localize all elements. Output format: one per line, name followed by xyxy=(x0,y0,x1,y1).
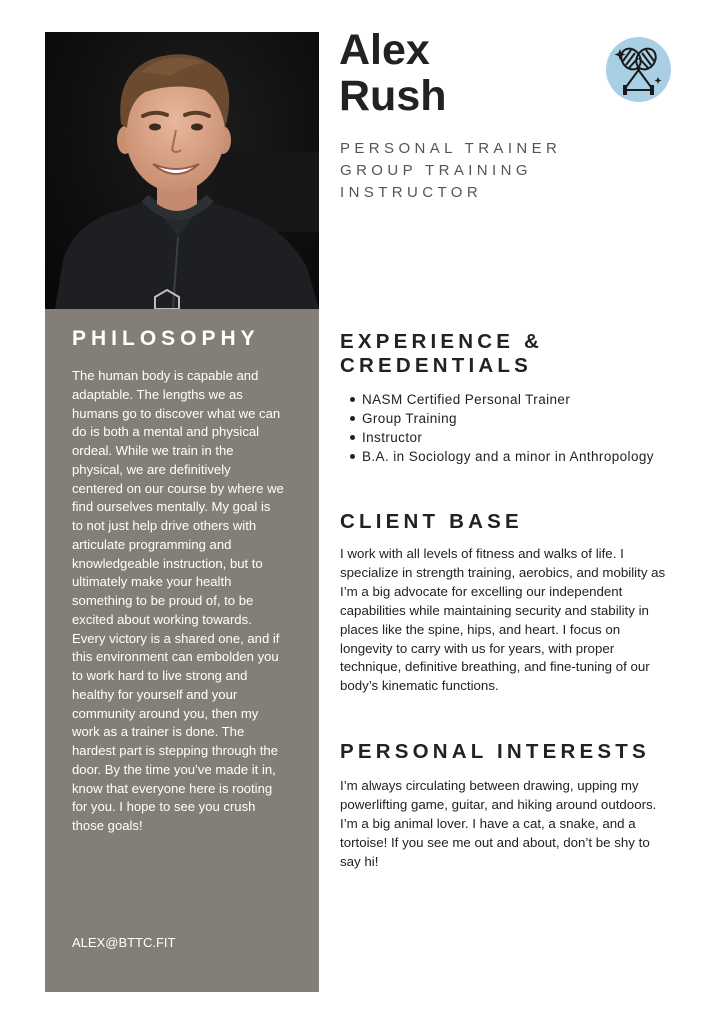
experience-heading xyxy=(340,330,543,378)
credentials-list xyxy=(362,390,662,466)
first-name: Alex xyxy=(339,26,430,74)
list-item: Instructor xyxy=(362,428,662,447)
interests-heading: PERSONAL INTERESTS xyxy=(340,740,650,763)
crossed-rackets-icon xyxy=(606,37,671,102)
list-item: NASM Certified Personal Trainer xyxy=(362,390,662,409)
job-titles xyxy=(340,138,561,204)
portrait-illustration xyxy=(45,32,319,309)
list-item: B.A. in Sociology and a minor in Anthropology xyxy=(362,447,662,466)
title-line: INSTRUCTOR xyxy=(340,184,483,201)
title-line: PERSONAL TRAINER xyxy=(340,140,562,157)
philosophy-text: The human body is capable and adaptable. The lengths we as humans go to discover what we can do is both a mental and physical ordeal. While we train in the physical, we are definitively centered on our course by where we find ourselves mentally. My goal is to not just help drive others with articulate programming and knowledgeable instruction, but to ultimately make your health something to be proud of, to be excited about working towards. Every victory is a shared one, and if this environment can embolden you to work hard to live strong and healthy for yourself and your community around you, then my work as a trainer is done. The hardest part is stepping through the door. By the time you’ve made it in, know that everyone here is rooting for you. I hope to see you crush those goals! xyxy=(72,368,284,833)
interests-text: I’m always circulating between drawing, upping my powerlifting game, guitar, and hiking around outdoors. I’m a big animal lover. I have a cat, a snake, and a tortoise! If you see me out and about, don’t be shy to say hi! xyxy=(340,778,657,869)
email-link[interactable]: ALEX@BTTC.FIT xyxy=(72,935,176,950)
person-name xyxy=(339,27,447,119)
experience-heading-line2: CREDENTIALS xyxy=(340,354,532,377)
philosophy-heading: PHILOSOPHY xyxy=(72,327,260,350)
last-name: Rush xyxy=(339,72,447,120)
title-line: GROUP TRAINING xyxy=(340,162,532,179)
list-item: Group Training xyxy=(362,409,662,428)
client-base-text: I work with all levels of fitness and walks of life. I specialize in strength training, aerobics, and mobility as I’m a big advocate for excelling our independent capabilities while maintaining security and stability in places like the spine, hips, and heart. I focus on longevity to carry with us for years, with proper technique, definitive breathing, and fine-tuning of our body’s kinematic functions. xyxy=(340,546,666,694)
philosophy-sidebar xyxy=(45,309,319,992)
experience-heading-line1: EXPERIENCE & xyxy=(340,330,544,353)
client-base-heading: CLIENT BASE xyxy=(340,510,523,533)
portrait-photo xyxy=(45,32,319,309)
